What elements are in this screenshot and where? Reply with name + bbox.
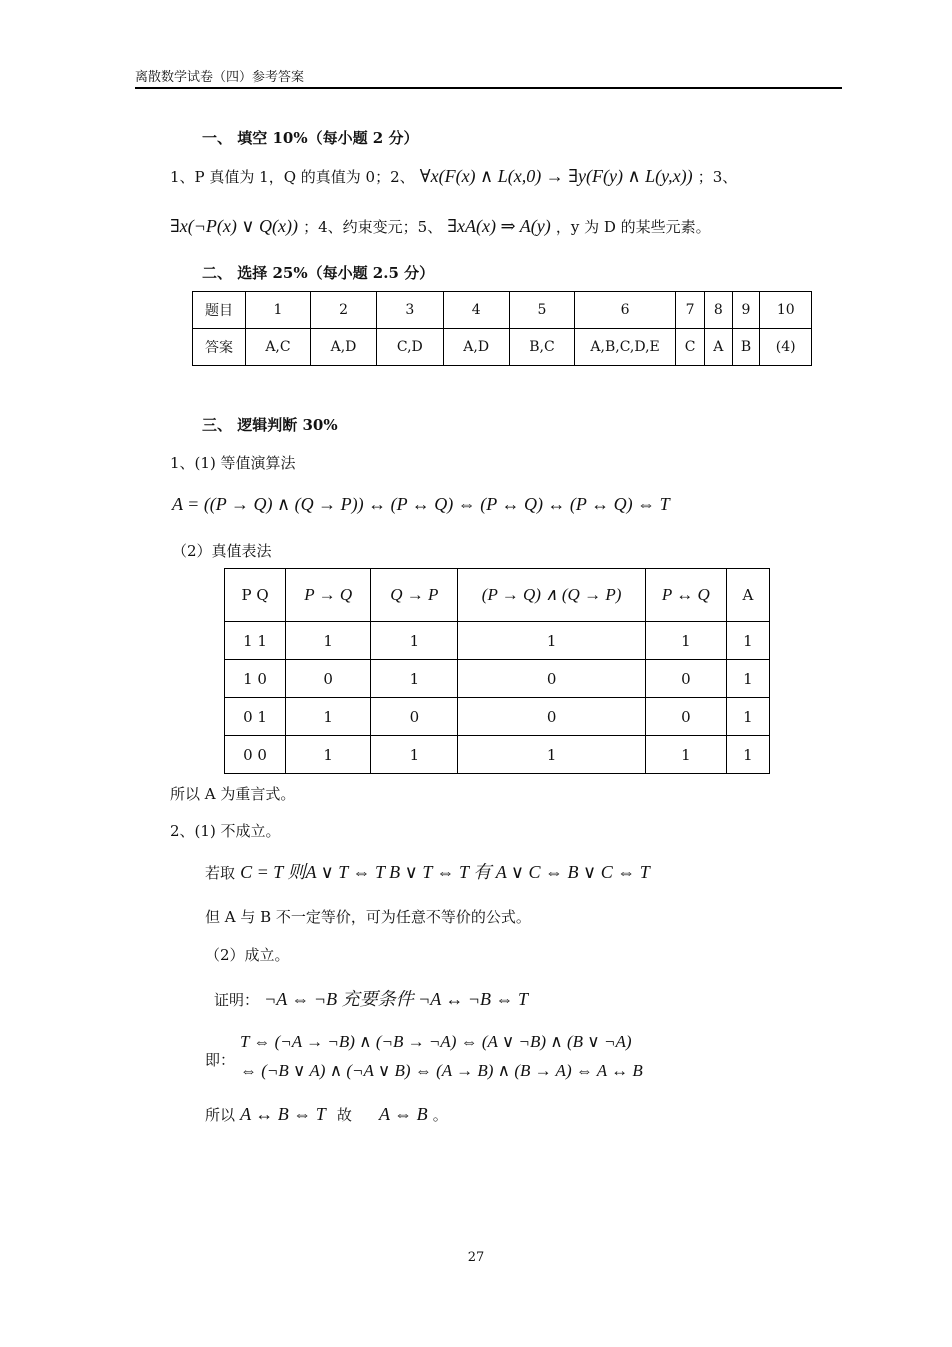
truth-cell: 0 bbox=[645, 698, 726, 736]
answer-cell: C bbox=[676, 329, 705, 366]
truth-cell: 1 bbox=[371, 736, 458, 774]
section1-line1 bbox=[170, 166, 737, 187]
q2-take-line bbox=[205, 858, 650, 884]
table-row bbox=[225, 736, 770, 774]
truth-header-cell: P ↔ Q bbox=[645, 569, 726, 622]
truth-cell: 1 bbox=[458, 736, 645, 774]
q1-title: 1、(1) 等值演算法 bbox=[170, 454, 296, 472]
table-row bbox=[225, 698, 770, 736]
section1-line2-formula2: ∃xA(x) ⇒ A(y) bbox=[447, 216, 551, 236]
page-number: 27 bbox=[467, 1250, 485, 1265]
truth-cell: 1 bbox=[726, 698, 769, 736]
answer-cell: A,D bbox=[310, 329, 376, 366]
section1-line1-formula: ∀x(F(x) ∧ L(x,0) → ∃y(F(y) ∧ L(y,x)) bbox=[419, 166, 693, 186]
final-line bbox=[205, 1104, 448, 1125]
proof-label: 证明： bbox=[214, 991, 260, 1009]
truth-cell: 0 bbox=[458, 660, 645, 698]
answer-table-question-row bbox=[193, 292, 812, 329]
question-cell: 1 bbox=[246, 292, 311, 329]
truth-cell: 0 bbox=[645, 660, 726, 698]
truth-cell: 0 1 bbox=[225, 698, 286, 736]
truth-cell: 1 bbox=[645, 736, 726, 774]
answer-cell: B bbox=[732, 329, 760, 366]
question-cell: 5 bbox=[509, 292, 574, 329]
page-header-title: 离散数学试卷（四）参考答案 bbox=[135, 70, 305, 85]
truth-cell: 1 bbox=[286, 698, 371, 736]
answer-table-answer-row bbox=[193, 329, 812, 366]
section1-line2-mid: ；4、约束变元；5、 bbox=[303, 218, 443, 236]
q2-part2: （2）成立。 bbox=[205, 946, 290, 964]
ji-line2: ⇔ (¬B ∨ A) ∧ (¬A ∨ B) ⇔ (A → B) ∧ (B → A) ⇔ A ↔ B bbox=[240, 1061, 643, 1080]
header-rule bbox=[135, 87, 842, 89]
truth-cell: 1 bbox=[371, 660, 458, 698]
q2-take-label: 若取 bbox=[205, 864, 236, 882]
question-cell: 7 bbox=[676, 292, 705, 329]
ji-label: 即： bbox=[205, 1051, 236, 1069]
truth-header-cell: A bbox=[726, 569, 769, 622]
truth-cell: 0 bbox=[458, 698, 645, 736]
table-row bbox=[225, 660, 770, 698]
section1-line1-end: ；3、 bbox=[697, 168, 738, 186]
answer-cell: C,D bbox=[377, 329, 443, 366]
ji-line1: T ⇔ (¬A → ¬B) ∧ (¬B → ¬A) ⇔ (A ∨ ¬B) ∧ (B ∨ ¬A) bbox=[240, 1032, 632, 1051]
final-end: 。 bbox=[432, 1106, 448, 1124]
final-mid: 故 bbox=[336, 1106, 352, 1124]
truth-table bbox=[224, 568, 770, 774]
answer-table bbox=[192, 291, 812, 366]
q1-conclusion: 所以 A 为重言式。 bbox=[170, 785, 296, 803]
truth-header-cell: P Q bbox=[225, 569, 286, 622]
question-cell: 8 bbox=[705, 292, 732, 329]
q2-note: 但 A 与 B 不一定等价，可为任意不等价的公式。 bbox=[205, 908, 531, 926]
question-row-label: 题目 bbox=[193, 292, 246, 329]
section3-heading: 三、 逻辑判断 30% bbox=[202, 416, 338, 434]
answer-cell: A,C bbox=[246, 329, 311, 366]
question-cell: 6 bbox=[575, 292, 676, 329]
question-cell: 2 bbox=[310, 292, 376, 329]
truth-cell: 1 bbox=[726, 622, 769, 660]
table-row bbox=[225, 622, 770, 660]
q1-formula: A = ((P → Q) ∧ (Q → P)) ↔ (P ↔ Q) ⇔ (P ↔ Q) ↔ (P ↔ Q) ⇔ T bbox=[172, 494, 670, 514]
q2-title: 2、(1) 不成立。 bbox=[170, 822, 281, 840]
section1-line2-end: ，y 为 D 的某些元素。 bbox=[555, 218, 711, 236]
truth-cell: 1 bbox=[458, 622, 645, 660]
truth-cell: 1 bbox=[645, 622, 726, 660]
answer-cell: A bbox=[705, 329, 732, 366]
proof-line bbox=[214, 985, 528, 1011]
final-formula1: A ↔ B ⇔ T bbox=[240, 1104, 326, 1124]
section2-heading: 二、 选择 25%（每小题 2.5 分） bbox=[202, 264, 435, 282]
truth-cell: 1 bbox=[726, 660, 769, 698]
answer-cell: (4) bbox=[760, 329, 812, 366]
truth-cell: 0 bbox=[371, 698, 458, 736]
answer-cell: B,C bbox=[509, 329, 574, 366]
final-formula2: A ⇔ B bbox=[379, 1104, 428, 1124]
question-cell: 9 bbox=[732, 292, 760, 329]
truth-cell: 1 bbox=[371, 622, 458, 660]
answer-row-label: 答案 bbox=[193, 329, 246, 366]
answer-cell: A,B,C,D,E bbox=[575, 329, 676, 366]
final-label: 所以 bbox=[205, 1106, 236, 1124]
truth-header-cell: (P → Q) ∧ (Q → P) bbox=[458, 569, 645, 622]
truth-cell: 1 bbox=[286, 736, 371, 774]
truth-table-header-row bbox=[225, 569, 770, 622]
truth-cell: 1 1 bbox=[225, 622, 286, 660]
proof-formula: ¬A ⇔ ¬B 充要条件 ¬A ↔ ¬B ⇔ T bbox=[264, 989, 529, 1009]
truth-header-cell: Q → P bbox=[371, 569, 458, 622]
truth-header-cell: P → Q bbox=[286, 569, 371, 622]
truth-cell: 0 0 bbox=[225, 736, 286, 774]
section1-heading: 一、 填空 10%（每小题 2 分） bbox=[202, 129, 419, 147]
section1-line1-text: 1、P 真值为 1，Q 的真值为 0；2、 bbox=[170, 168, 415, 186]
section1-line2-formula: ∃x(¬P(x) ∨ Q(x)) bbox=[170, 216, 299, 236]
q2-take-formula: C = T 则A ∨ T ⇔ T B ∨ T ⇔ T 有 A ∨ C ⇔ B ∨ C ⇔ T bbox=[240, 862, 650, 882]
truth-cell: 1 bbox=[286, 622, 371, 660]
q1-part2: （2）真值表法 bbox=[172, 542, 272, 560]
truth-cell: 1 bbox=[726, 736, 769, 774]
section1-line2 bbox=[170, 216, 711, 237]
truth-cell: 0 bbox=[286, 660, 371, 698]
question-cell: 3 bbox=[377, 292, 443, 329]
question-cell: 10 bbox=[760, 292, 812, 329]
truth-cell: 1 0 bbox=[225, 660, 286, 698]
answer-cell: A,D bbox=[443, 329, 509, 366]
question-cell: 4 bbox=[443, 292, 509, 329]
